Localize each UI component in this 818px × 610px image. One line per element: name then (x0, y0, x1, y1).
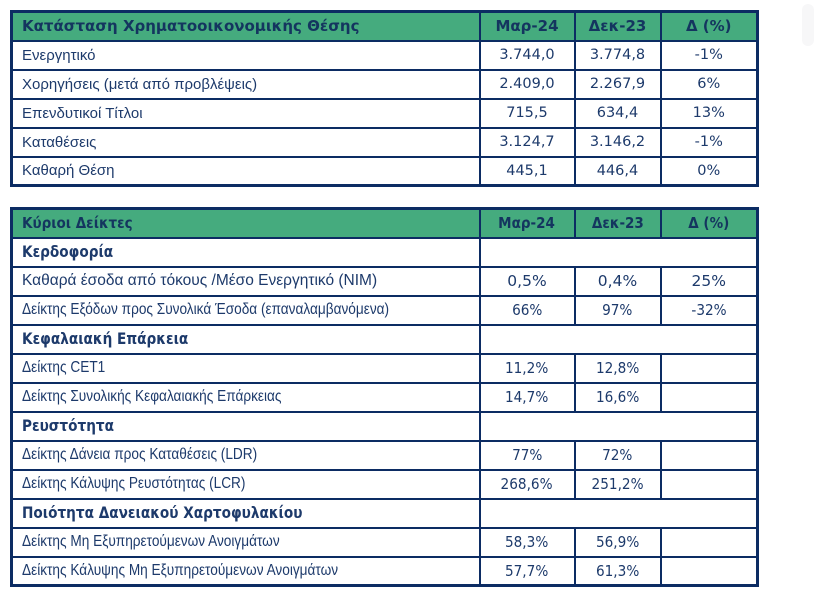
section-row (12, 325, 758, 354)
row-label: Χορηγήσεις (μετά από προβλέψεις) (12, 70, 480, 99)
value-cell: 251,2% (575, 470, 661, 499)
column-header-delta-pct: Δ (%) (661, 209, 758, 238)
section-row (12, 238, 758, 267)
column-header-delta-pct: Δ (%) (661, 12, 758, 41)
table-row (12, 441, 758, 470)
row-label: Καταθέσεις (12, 128, 480, 157)
financial-position-table (10, 10, 759, 187)
value-cell: -1% (661, 41, 758, 70)
value-cell: 2.409,0 (480, 70, 575, 99)
value-cell: 77% (480, 441, 575, 470)
value-cell: 0,5% (480, 267, 575, 296)
value-cell: 16,6% (575, 383, 661, 412)
value-cell: 13% (661, 99, 758, 128)
value-cell: 268,6% (480, 470, 575, 499)
table-row (12, 41, 758, 70)
value-cell: 3.124,7 (480, 128, 575, 157)
table-header-row (12, 209, 758, 238)
row-label: Δείκτης Κάλυψης Μη Εξυπηρετούμενων Ανοιγμάτων (12, 557, 480, 586)
section-label: Ποιότητα Δανειακού Χαρτοφυλακίου (12, 499, 480, 528)
value-cell (661, 383, 758, 412)
value-cell: 56,9% (575, 528, 661, 557)
section-row (12, 412, 758, 441)
value-cell: 3.146,2 (575, 128, 661, 157)
section-label: Κεφαλαιακή Επάρκεια (12, 325, 480, 354)
row-label: Δείκτης CET1 (12, 354, 480, 383)
value-cell (661, 557, 758, 586)
row-label: Δείκτης Κάλυψης Ρευστότητας (LCR) (12, 470, 480, 499)
table-row (12, 99, 758, 128)
value-cell: 66% (480, 296, 575, 325)
blank-cell (480, 238, 758, 267)
column-header-mar-24: Μαρ-24 (480, 209, 575, 238)
value-cell (661, 441, 758, 470)
value-cell: 57,7% (480, 557, 575, 586)
value-cell: 6% (661, 70, 758, 99)
table-title: Κατάσταση Χρηματοοικονομικής Θέσης (12, 12, 480, 41)
table-row (12, 70, 758, 99)
table-row (12, 267, 758, 296)
value-cell: -32% (661, 296, 758, 325)
table-row (12, 128, 758, 157)
value-cell: 58,3% (480, 528, 575, 557)
value-cell: 715,5 (480, 99, 575, 128)
table-header-row (12, 12, 758, 41)
table-row (12, 383, 758, 412)
value-cell: 3.774,8 (575, 41, 661, 70)
value-cell: 61,3% (575, 557, 661, 586)
row-label: Δείκτης Δάνεια προς Καταθέσεις (LDR) (12, 441, 480, 470)
table-row (12, 528, 758, 557)
value-cell: 12,8% (575, 354, 661, 383)
value-cell: 445,1 (480, 157, 575, 186)
value-cell: 25% (661, 267, 758, 296)
value-cell: 446,4 (575, 157, 661, 186)
table-title: Κύριοι Δείκτες (12, 209, 480, 238)
value-cell: 11,2% (480, 354, 575, 383)
table-row (12, 296, 758, 325)
value-cell: 0,4% (575, 267, 661, 296)
value-cell: 634,4 (575, 99, 661, 128)
value-cell (661, 354, 758, 383)
value-cell: 3.744,0 (480, 41, 575, 70)
blank-cell (480, 325, 758, 354)
row-label: Καθαρή Θέση (12, 157, 480, 186)
row-label: Δείκτης Μη Εξυπηρετούμενων Ανοιγμάτων (12, 528, 480, 557)
value-cell: 72% (575, 441, 661, 470)
column-header-dec-23: Δεκ-23 (575, 12, 661, 41)
key-indicators-table (10, 207, 759, 587)
row-label: Δείκτης Συνολικής Κεφαλαιακής Επάρκειας (12, 383, 480, 412)
table-row (12, 157, 758, 186)
column-header-mar-24: Μαρ-24 (480, 12, 575, 41)
scrollbar-thumb[interactable] (802, 4, 814, 46)
section-label: Κερδοφορία (12, 238, 480, 267)
section-label: Ρευστότητα (12, 412, 480, 441)
blank-cell (480, 412, 758, 441)
blank-cell (480, 499, 758, 528)
value-cell: 0% (661, 157, 758, 186)
value-cell: -1% (661, 128, 758, 157)
column-header-dec-23: Δεκ-23 (575, 209, 661, 238)
row-label: Ενεργητικό (12, 41, 480, 70)
value-cell: 97% (575, 296, 661, 325)
value-cell (661, 528, 758, 557)
section-row (12, 499, 758, 528)
value-cell (661, 470, 758, 499)
value-cell: 2.267,9 (575, 70, 661, 99)
table-row (12, 470, 758, 499)
table-row (12, 354, 758, 383)
table-row (12, 557, 758, 586)
value-cell: 14,7% (480, 383, 575, 412)
row-label: Καθαρά έσοδα από τόκους /Μέσο Ενεργητικό (ΝΙΜ) (12, 267, 480, 296)
row-label: Επενδυτικοί Τίτλοι (12, 99, 480, 128)
row-label: Δείκτης Εξόδων προς Συνολικά Έσοδα (επαναλαμβανόμενα) (12, 296, 480, 325)
